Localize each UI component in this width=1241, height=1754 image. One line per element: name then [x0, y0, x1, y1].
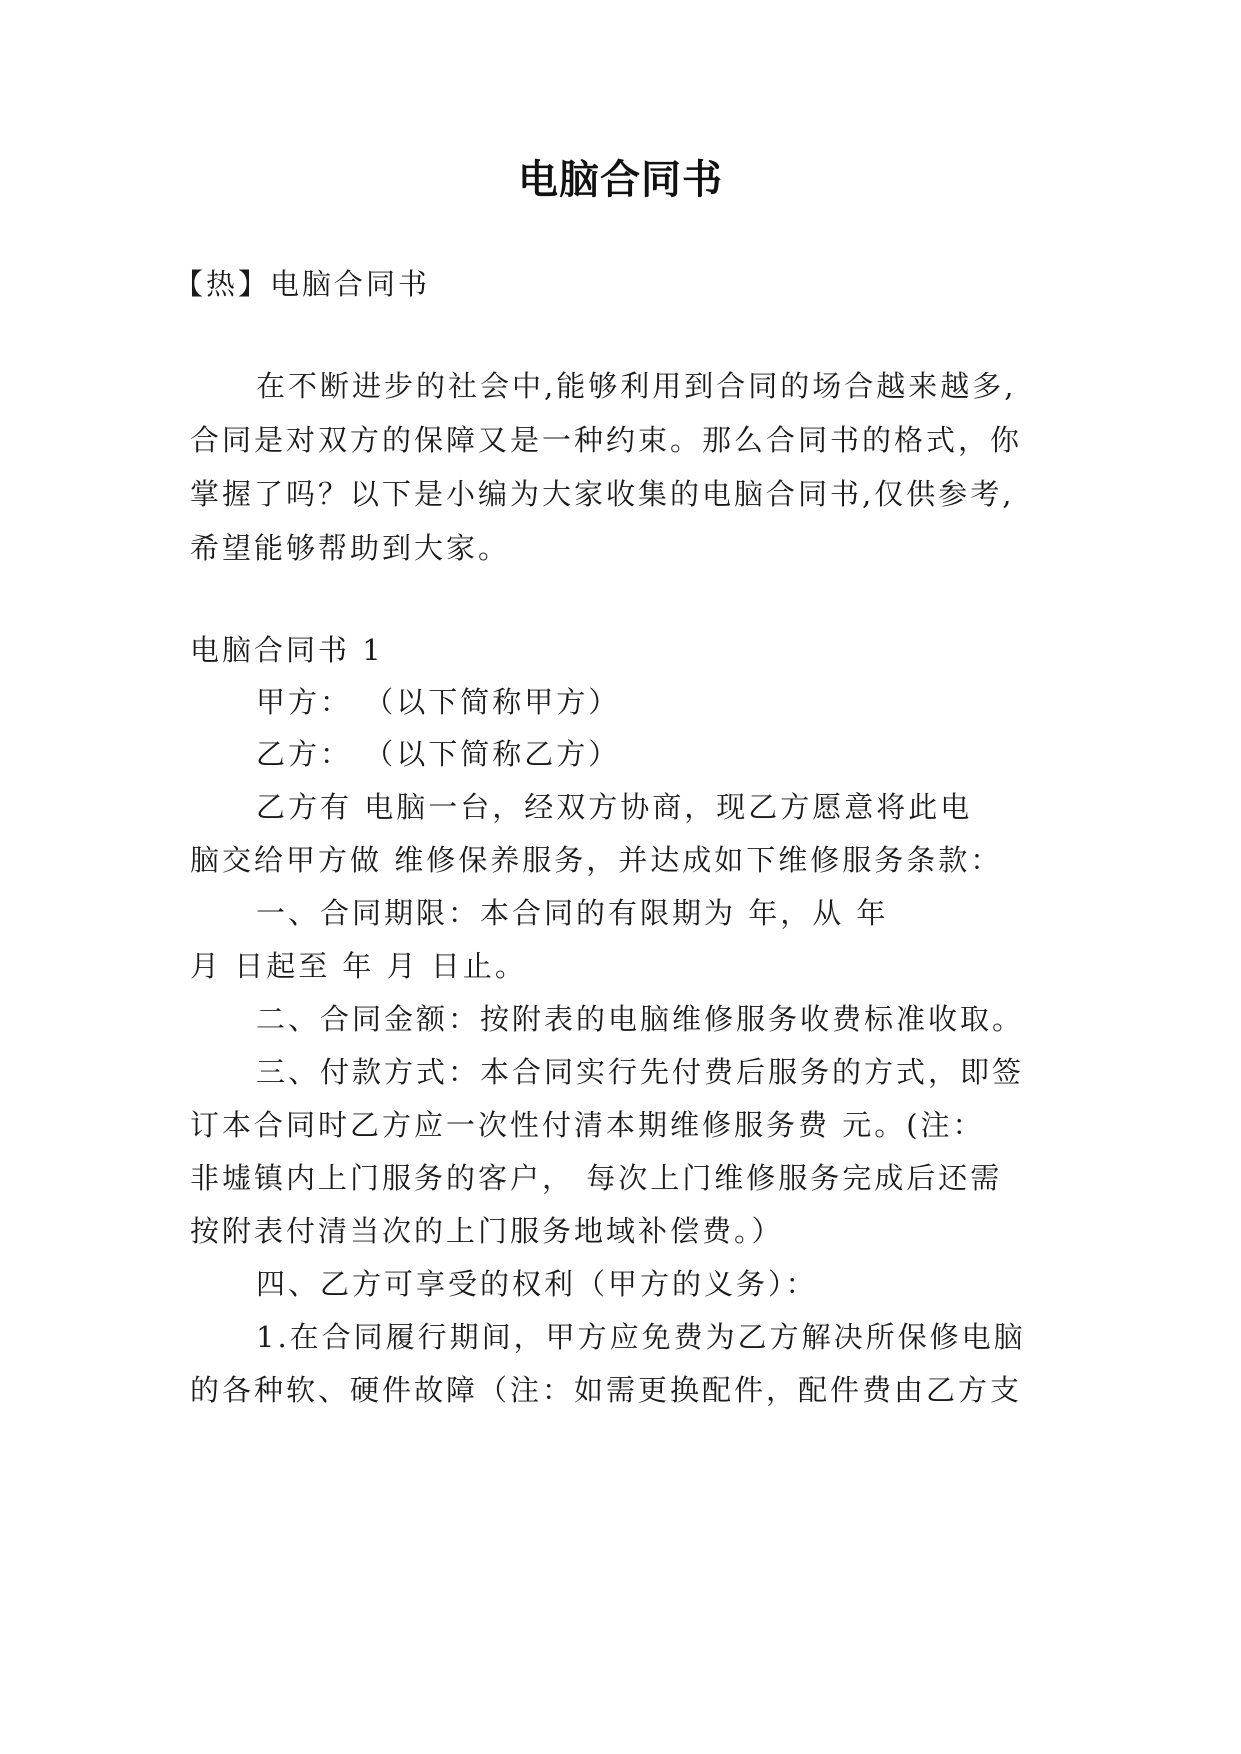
- party-b-line: 乙方： （以下简称乙方）: [256, 737, 621, 771]
- intro-line-2: 合同是对双方的保障又是一种约束。那么合同书的格式，你: [190, 423, 1023, 457]
- intro-line-3: 掌握了吗？以下是小编为大家收集的电脑合同书,仅供参考,: [190, 477, 1015, 511]
- clause-line-12: 的各种软、硬件故障（注：如需更换配件，配件费由乙方支: [190, 1373, 1023, 1407]
- document-subtitle: 【热】电脑合同书: [174, 267, 431, 301]
- clause-line-6: 三、付款方式：本合同实行先付费后服务的方式，即签: [256, 1055, 1025, 1089]
- intro-line-1: 在不断进步的社会中,能够利用到合同的场合越来越多,: [256, 369, 1017, 403]
- clause-line-1: 乙方有 电脑一台，经双方协商，现乙方愿意将此电: [256, 790, 973, 824]
- clause-line-3: 一、合同期限：本合同的有限期为 年，从 年: [256, 896, 889, 930]
- party-a-line: 甲方： （以下简称甲方）: [256, 685, 621, 719]
- clause-line-5: 二、合同金额：按附表的电脑维修服务收费标准收取。: [256, 1002, 1025, 1036]
- section-heading: 电脑合同书 1: [190, 633, 384, 667]
- clause-line-2: 脑交给甲方做 维修保养服务，并达成如下维修服务条款：: [190, 843, 1003, 877]
- clause-line-4: 月 日起至 年 月 日止。: [190, 949, 527, 983]
- clause-line-10: 四、乙方可享受的权利（甲方的义务）：: [256, 1267, 818, 1301]
- clause-line-7: 订本合同时乙方应一次性付清本期维修服务费 元。(注：: [190, 1108, 985, 1142]
- intro-line-4: 希望能够帮助到大家。: [190, 531, 511, 565]
- document-title: 电脑合同书: [518, 157, 723, 203]
- clause-line-11: 1.在合同履行期间，甲方应免费为乙方解决所保修电脑: [256, 1320, 1026, 1354]
- clause-line-8: 非墟镇内上门服务的客户， 每次上门维修服务完成后还需: [190, 1161, 1003, 1195]
- clause-line-9: 按附表付清当次的上门服务地域补偿费。）: [190, 1214, 784, 1248]
